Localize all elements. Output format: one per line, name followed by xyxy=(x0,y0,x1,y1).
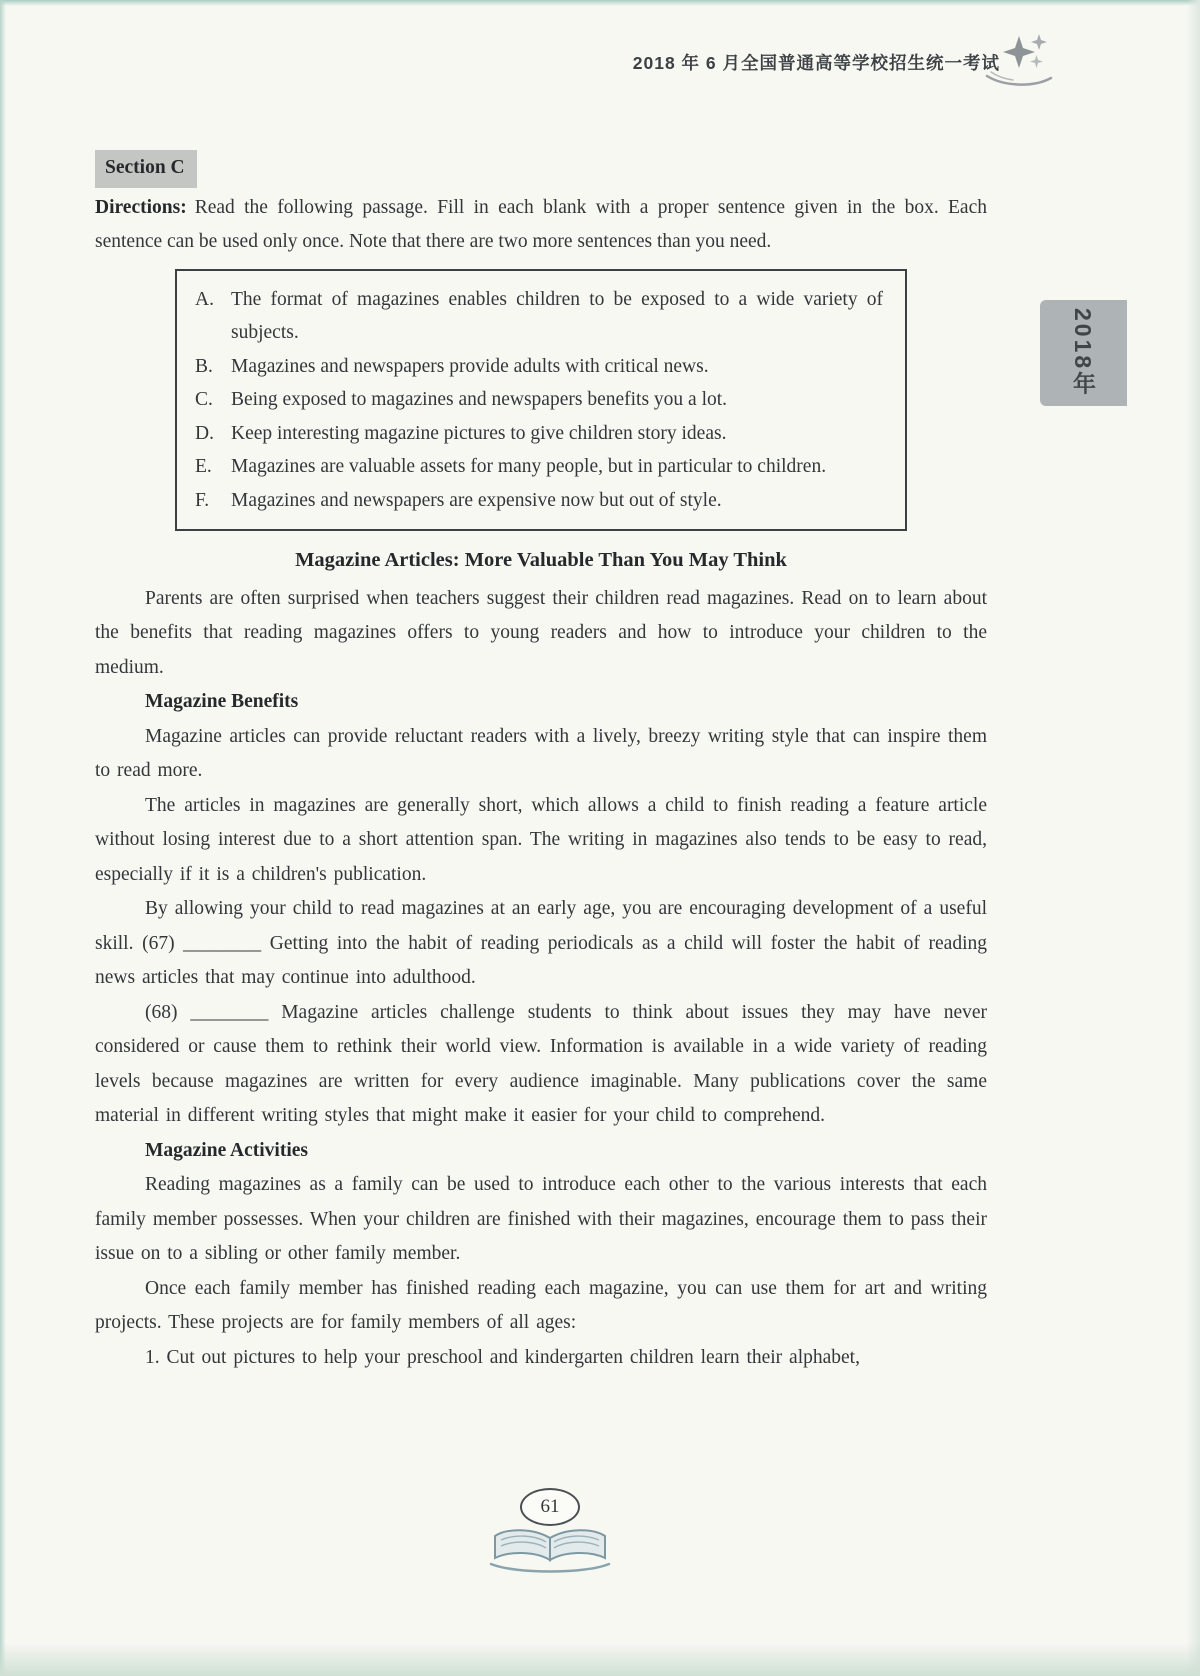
page-number: 61 xyxy=(520,1488,580,1526)
star-decoration-icon xyxy=(985,30,1055,96)
passage-paragraph: Once each family member has finished reading each magazine, you can use them for art and writing projects. These projects are for family members of all ages: xyxy=(95,1277,987,1333)
scan-edge-top xyxy=(0,0,1200,6)
page-footer xyxy=(0,1488,1100,1578)
scan-edge-bottom xyxy=(0,1642,1200,1676)
passage-paragraph: 1. Cut out pictures to help your preschool and kindergarten children learn their alphabet, xyxy=(145,1346,860,1368)
option-text: Magazines and newspapers are expensive now but out of style. xyxy=(231,489,722,511)
directions-text: Read the following passage. Fill in each blank with a proper sentence given in the box. Each sentence can be used only once. Note that there are two more sentences than you need. xyxy=(95,196,987,252)
exam-header: 2018 年 6 月全国普通高等学校招生统一考试 xyxy=(632,53,1000,73)
option-label: F. xyxy=(195,489,210,511)
sentence-option-d xyxy=(195,417,883,451)
passage-paragraph-blank-68: (68) ________ Magazine articles challenge students to think about issues they may have never considered or cause them to rethink their world view. Information is available in a wide variety of reading levels because magazines are written for every audience imaginable. Many publications cover the same material in different writing styles that might make it easier for your child to comprehend. xyxy=(95,1001,987,1126)
sentence-options-box xyxy=(175,269,907,532)
passage-title: Magazine Articles: More Valuable Than You May Think xyxy=(295,549,787,571)
passage-paragraph: Magazine articles can provide reluctant readers with a lively, breezy writing style that can inspire them to read more. xyxy=(95,725,987,781)
sentence-option-f xyxy=(195,484,883,518)
passage-subheading: Magazine Benefits xyxy=(145,691,299,712)
passage-paragraph: Reading magazines as a family can be used to introduce each other to the various interests that each family member possesses. When your children are finished with their magazines, encourage them to pass their issue on to a sibling or other family member. xyxy=(95,1174,987,1264)
year-tab: 2018年 xyxy=(1040,300,1127,406)
open-book-icon xyxy=(485,1524,615,1578)
directions xyxy=(95,191,987,260)
option-text: The format of magazines enables children to be exposed to a wide variety of subjects. xyxy=(231,288,883,343)
option-label: C. xyxy=(195,389,213,410)
option-label: D. xyxy=(195,422,214,444)
passage-paragraph: Parents are often surprised when teachers suggest their children read magazines. Read on to learn about the benefits that reading magazines offers to young readers and how to introduce your children to the medium. xyxy=(95,587,987,678)
option-text: Being exposed to magazines and newspapers benefits you a lot. xyxy=(231,389,728,410)
passage-paragraph-blank-67: By allowing your child to read magazines at an early age, you are encouraging development of a useful skill. (67) ________ Getting into the habit of reading periodicals as a child will foster the habit of reading news articles that may continue into adulthood. xyxy=(95,898,987,988)
option-text: Magazines are valuable assets for many people, but in particular to children. xyxy=(231,456,827,477)
option-text: Magazines and newspapers provide adults with critical news. xyxy=(231,355,709,377)
sentence-option-e xyxy=(195,450,883,484)
sentence-option-b xyxy=(195,350,883,384)
option-label: A. xyxy=(195,288,214,310)
option-text: Keep interesting magazine pictures to give children story ideas. xyxy=(231,422,727,444)
scan-edge-left xyxy=(0,0,6,1676)
directions-label: Directions: xyxy=(95,196,187,218)
sentence-option-c xyxy=(195,383,883,417)
passage-content xyxy=(95,150,987,1375)
passage-paragraph: The articles in magazines are generally short, which allows a child to finish reading a feature article without losing interest due to a short attention span. The writing in magazines also tends to be easy to read, especially if it is a children's publication. xyxy=(95,794,987,885)
scan-edge-right xyxy=(1186,0,1200,1676)
option-label: B. xyxy=(195,355,213,377)
passage-subheading: Magazine Activities xyxy=(145,1139,308,1161)
section-heading: Section C xyxy=(95,150,197,188)
sentence-option-a xyxy=(195,283,883,350)
option-label: E. xyxy=(195,456,212,477)
